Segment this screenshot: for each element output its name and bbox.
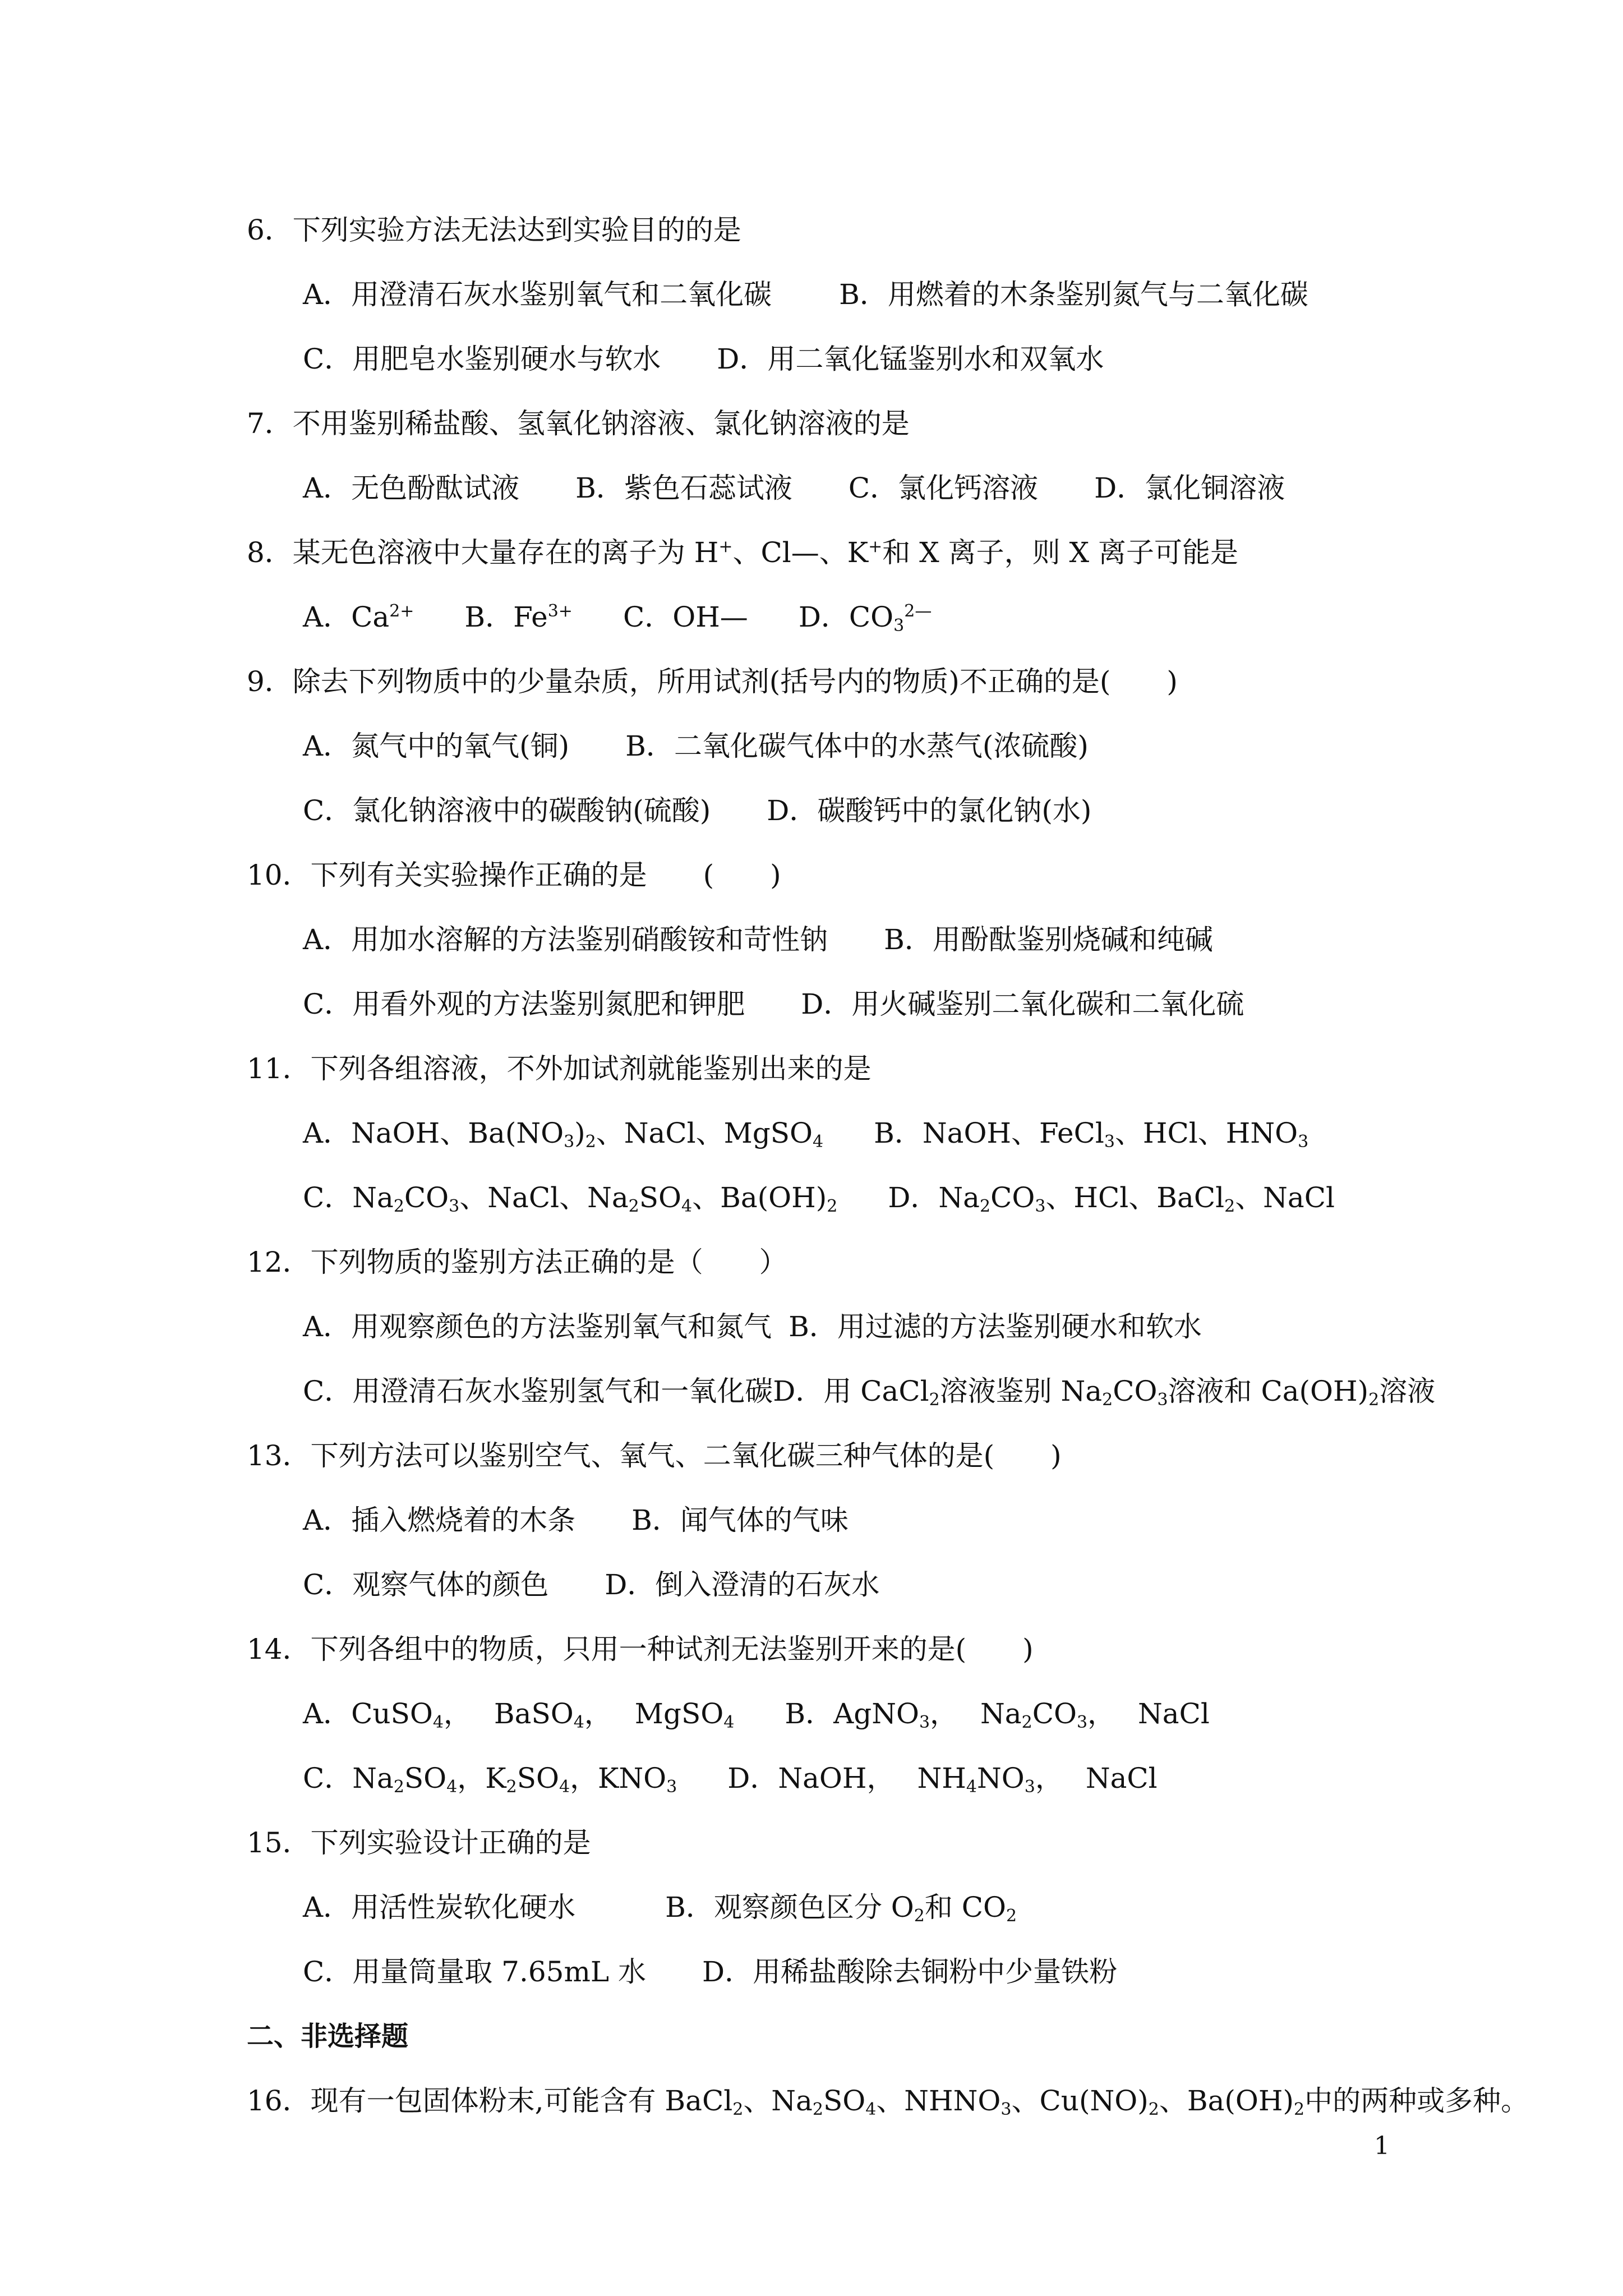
option-a: A．CuSO$_4$， BaSO$_4$， MgSO$_4$	[303, 1697, 735, 1732]
question-7-stem: 7．不用鉴别稀盐酸、氢氧化钠溶液、氯化钠溶液的是	[247, 407, 910, 440]
option-b: B．$Fe^{3+}$	[464, 601, 573, 633]
question-11-options-ab	[303, 1116, 1308, 1150]
question-11-stem: 11．下列各组溶液，不外加试剂就能鉴别出来的是	[247, 1052, 872, 1085]
option-b: B．用燃着的木条鉴别氮气与二氧化碳	[839, 278, 1308, 311]
option-c: C．用看外观的方法鉴别氮肥和钾肥	[303, 988, 745, 1020]
option-d: D．碳酸钙中的氯化钠(水)	[767, 794, 1092, 827]
question-13-options-ab	[303, 1503, 849, 1537]
option-a: A．氮气中的氧气(铜)	[303, 730, 570, 762]
question-10-options-cd	[303, 987, 1244, 1021]
option-a: A．$Ca^{2+}$	[303, 601, 414, 633]
question-14-options-ab	[303, 1697, 1210, 1731]
option-c: C．用肥皂水鉴别硬水与软水	[303, 343, 661, 375]
question-12-options-ab	[303, 1310, 1202, 1343]
question-11-options-cd	[303, 1181, 1335, 1214]
question-14-stem: 14．下列各组中的物质，只用一种试剂无法鉴别开来的是( )	[247, 1633, 1034, 1665]
option-d: D．氯化铜溶液	[1094, 472, 1285, 504]
question-9-stem: 9．除去下列物质中的少量杂质，所用试剂(括号内的物质)不正确的是( )	[247, 665, 1178, 698]
question-10-stem: 10．下列有关实验操作正确的是 ( )	[247, 859, 781, 891]
option-b: B．用过滤的方法鉴别硬水和软水	[789, 1310, 1202, 1343]
option-d: D．NaOH， $NH_4NO_3$， NaCl	[727, 1762, 1158, 1797]
option-c: C．氯化钠溶液中的碳酸钠(硫酸)	[303, 794, 711, 827]
option-a: A．用加水溶解的方法鉴别硝酸铵和苛性钠	[303, 923, 828, 956]
option-a: A．插入燃烧着的木条	[303, 1504, 576, 1536]
option-c: C．$Na_2SO_4$，$K_2SO_4$，$KNO_3$	[303, 1762, 677, 1797]
option-b: B．紫色石蕊试液	[575, 472, 792, 504]
option-c: C．氯化钙溶液	[848, 472, 1039, 504]
option-a: A．NaOH、$Ba(NO_3)_2$、NaCl、MgSO$_4$	[303, 1117, 824, 1152]
question-12-options-cd	[303, 1374, 1435, 1408]
option-b: B．二氧化碳气体中的水蒸气(浓硫酸)	[625, 730, 1089, 762]
option-b: B．AgNO$_3$， $Na_2CO_3$， NaCl	[785, 1697, 1210, 1732]
question-12-stem: 12．下列物质的鉴别方法正确的是（ ）	[247, 1246, 787, 1278]
question-14-options-cd	[303, 1761, 1158, 1795]
question-10-options-ab	[303, 923, 1213, 956]
option-d: D．倒入澄清的石灰水	[605, 1568, 880, 1601]
option-a: A．用澄清石灰水鉴别氧气和二氧化碳	[303, 278, 772, 311]
option-a: A．用观察颜色的方法鉴别氧气和氮气	[303, 1310, 772, 1343]
question-8-stem: 8．某无色溶液中大量存在的离子为 H+、Cl—、K+和 X 离子，则 X 离子可能是	[247, 536, 1238, 569]
question-9-options-cd	[303, 794, 1091, 827]
page-number: 1	[1374, 2132, 1390, 2160]
option-d: D．用二氧化锰鉴别水和双氧水	[717, 343, 1104, 375]
question-15-stem: 15．下列实验设计正确的是	[247, 1826, 591, 1859]
question-9-options-ab	[303, 729, 1089, 763]
option-d: D．用稀盐酸除去铜粉中少量铁粉	[702, 1955, 1118, 1988]
question-6-options-cd	[303, 342, 1104, 376]
option-c: C．观察气体的颜色	[303, 1568, 549, 1601]
question-8-options	[303, 600, 932, 634]
question-13-options-cd	[303, 1568, 879, 1602]
question-7-options	[303, 471, 1285, 505]
option-c: C．$Na_2CO_3$、NaCl、$Na_2SO_4$、$Ba(OH)_2$	[303, 1181, 838, 1216]
option-b: B．观察颜色区分 $O_2$和 $CO_2$	[665, 1891, 1017, 1926]
option-c: C．OH—	[623, 601, 748, 633]
option-c: C．用量筒量取 7.65mL 水	[303, 1955, 646, 1988]
option-a: A．用活性炭软化硬水	[303, 1891, 576, 1924]
question-6-options-ab	[303, 278, 1308, 311]
option-d: D．用 CaCl$_2$溶液鉴别 $Na_2CO_3$溶液和 $Ca(OH)_2$溶液	[773, 1375, 1436, 1410]
question-15-options-ab	[303, 1890, 1017, 1924]
question-6-stem: 6．下列实验方法无法达到实验目的的是	[247, 214, 741, 246]
question-15-options-cd	[303, 1955, 1117, 1989]
section-heading: 二、非选择题	[247, 2021, 409, 2052]
question-16-stem: 16．现有一包固体粉末,可能含有 BaCl$_2$、$Na_2SO_4$、$NHNO_3$、$Cu(NO)_2$、$Ba(OH)_2$中的两种或多种。	[247, 2085, 1529, 2119]
option-d: D．$CO_3^{2—}$	[798, 601, 932, 636]
option-c: C．用澄清石灰水鉴别氢气和一氧化碳	[303, 1375, 773, 1407]
question-13-stem: 13．下列方法可以鉴别空气、氧气、二氧化碳三种气体的是( )	[247, 1439, 1062, 1472]
option-a: A．无色酚酞试液	[303, 472, 520, 504]
option-d: D．用火碱鉴别二氧化碳和二氧化硫	[801, 988, 1244, 1020]
option-b: B．用酚酞鉴别烧碱和纯碱	[884, 923, 1213, 956]
option-b: B．NaOH、FeCl$_3$、HCl、$HNO_3$	[874, 1117, 1309, 1152]
option-b: B．闻气体的气味	[631, 1504, 849, 1536]
option-d: D．$Na_2CO_3$、HCl、BaCl$_2$、NaCl	[888, 1181, 1335, 1216]
